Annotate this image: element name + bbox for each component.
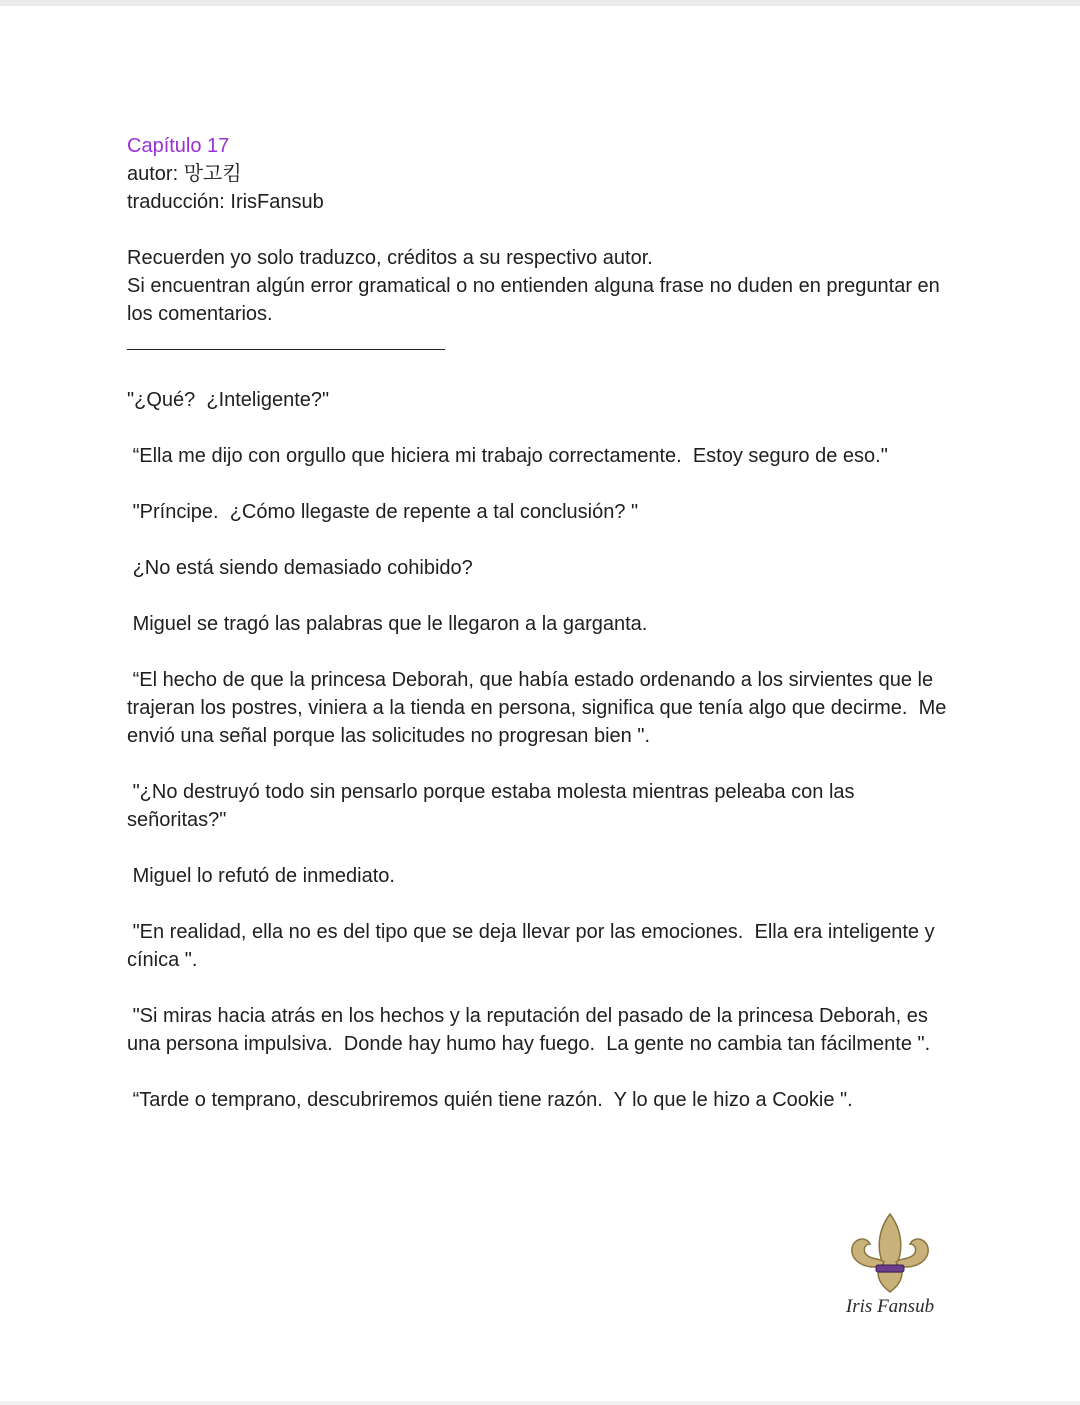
divider-line: [127, 349, 445, 350]
paragraph: "Si miras hacia atrás en los hechos y la reputación del pasado de la princesa Deborah, es una persona impulsiva. Donde hay humo hay fuego. La gente no cambia tan fácilmente ".: [127, 1005, 934, 1055]
paragraph: “El hecho de que la princesa Deborah, que había estado ordenando a los sirvientes que le trajeran los postres, viniera a la tienda en persona, significa que tenía algo que decirme. Me envió una señal porque las solicitudes no progresan bien ".: [127, 669, 952, 747]
paragraph: “Tarde o temprano, descubriremos quién tiene razón. Y lo que le hizo a Cookie ".: [127, 1089, 853, 1111]
bottom-bar: [0, 1401, 1080, 1405]
paragraph: "¿Qué? ¿Inteligente?": [127, 389, 330, 411]
top-bar: [0, 0, 1080, 6]
notice-line-1: Recuerden yo solo traduzco, créditos a su respectivo autor.: [127, 247, 653, 269]
paragraph: "En realidad, ella no es del tipo que se deja llevar por las emociones. Ella era inteligente y cínica ".: [127, 921, 941, 971]
spacer: [127, 216, 957, 244]
notice-line-2: Si encuentran algún error gramatical o no entienden alguna frase no duden en preguntar en los comentarios.: [127, 275, 946, 325]
logo-text: Iris Fansub: [845, 1296, 935, 1317]
author-line: autor: 망고킴: [127, 163, 242, 185]
document-body: [127, 132, 957, 1142]
iris-fansub-logo: [838, 1210, 942, 1326]
paragraph: Miguel se tragó las palabras que le llegaron a la garganta.: [127, 613, 648, 635]
paragraph: Miguel lo refutó de inmediato.: [127, 865, 395, 887]
translation-line: traducción: IrisFansub: [127, 191, 324, 213]
paragraph: ¿No está siendo demasiado cohibido?: [127, 557, 473, 579]
chapter-title: Capítulo 17: [127, 135, 230, 157]
paragraph: "¿No destruyó todo sin pensarlo porque estaba molesta mientras peleaba con las señoritas?": [127, 781, 861, 831]
paragraph: “Ella me dijo con orgullo que hiciera mi trabajo correctamente. Estoy seguro de eso.": [127, 445, 888, 467]
fleur-de-lis-icon: [844, 1210, 936, 1296]
paragraph: "Príncipe. ¿Cómo llegaste de repente a tal conclusión? ": [127, 501, 639, 523]
